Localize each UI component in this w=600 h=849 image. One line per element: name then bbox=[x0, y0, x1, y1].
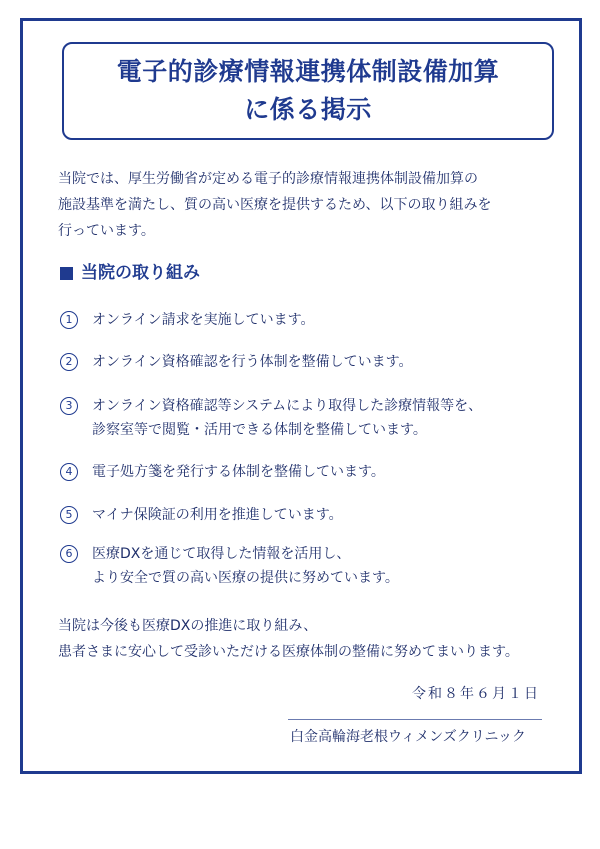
item-line-1: オンライン資格確認等システムにより取得した診療情報等を、 bbox=[92, 398, 483, 414]
title-box bbox=[62, 42, 554, 140]
list-item bbox=[60, 460, 385, 484]
item-line-1: マイナ保険証の利用を推進しています。 bbox=[92, 507, 343, 523]
circled-number-icon: 6 bbox=[60, 545, 78, 563]
item-line-1: 電子処方箋を発行する体制を整備しています。 bbox=[92, 464, 385, 480]
circled-number-icon: 5 bbox=[60, 506, 78, 524]
notice-date: 令和８年６月１日 bbox=[412, 686, 540, 702]
circled-number-icon: 2 bbox=[60, 353, 78, 371]
item-line-1: 医療DXを通じて取得した情報を活用し、 bbox=[92, 546, 351, 562]
list-item bbox=[60, 503, 343, 527]
list-item bbox=[60, 542, 399, 590]
item-line-2: より安全で質の高い医療の提供に努めています。 bbox=[92, 570, 399, 586]
section-heading bbox=[60, 260, 200, 286]
square-bullet-icon bbox=[60, 267, 73, 280]
signature-divider bbox=[288, 719, 542, 720]
closing-line-1: 当院は今後も医療DXの推進に取り組み、 bbox=[58, 618, 318, 634]
intro-line-1: 当院では、厚生労働省が定める電子的診療情報連携体制設備加算の bbox=[58, 171, 478, 187]
list-item bbox=[60, 394, 482, 442]
title-line-1: 電子的診療情報連携体制設備加算 bbox=[116, 57, 500, 86]
circled-number-icon: 3 bbox=[60, 397, 78, 415]
item-line-1: オンライン請求を実施しています。 bbox=[92, 312, 315, 328]
intro-line-2: 施設基準を満たし、質の高い医療を提供するため、以下の取り組みを bbox=[58, 197, 492, 213]
closing-paragraph bbox=[58, 613, 558, 665]
closing-line-2: 患者さまに安心して受診いただける医療体制の整備に努めてまいります。 bbox=[58, 644, 519, 660]
list-item bbox=[60, 308, 314, 332]
circled-number-icon: 4 bbox=[60, 463, 78, 481]
item-line-1: オンライン資格確認を行う体制を整備しています。 bbox=[92, 354, 413, 370]
title-line-2: に係る掲示 bbox=[244, 95, 372, 124]
item-line-2: 診察室等で閲覧・活用できる体制を整備しています。 bbox=[92, 422, 427, 438]
section-heading-text: 当院の取り組み bbox=[81, 263, 200, 283]
intro-line-3: 行っています。 bbox=[58, 223, 155, 239]
circled-number-icon: 1 bbox=[60, 311, 78, 329]
intro-paragraph bbox=[58, 166, 558, 244]
list-item bbox=[60, 350, 412, 374]
clinic-name: 白金高輪海老根ウィメンズクリニック bbox=[290, 729, 526, 745]
